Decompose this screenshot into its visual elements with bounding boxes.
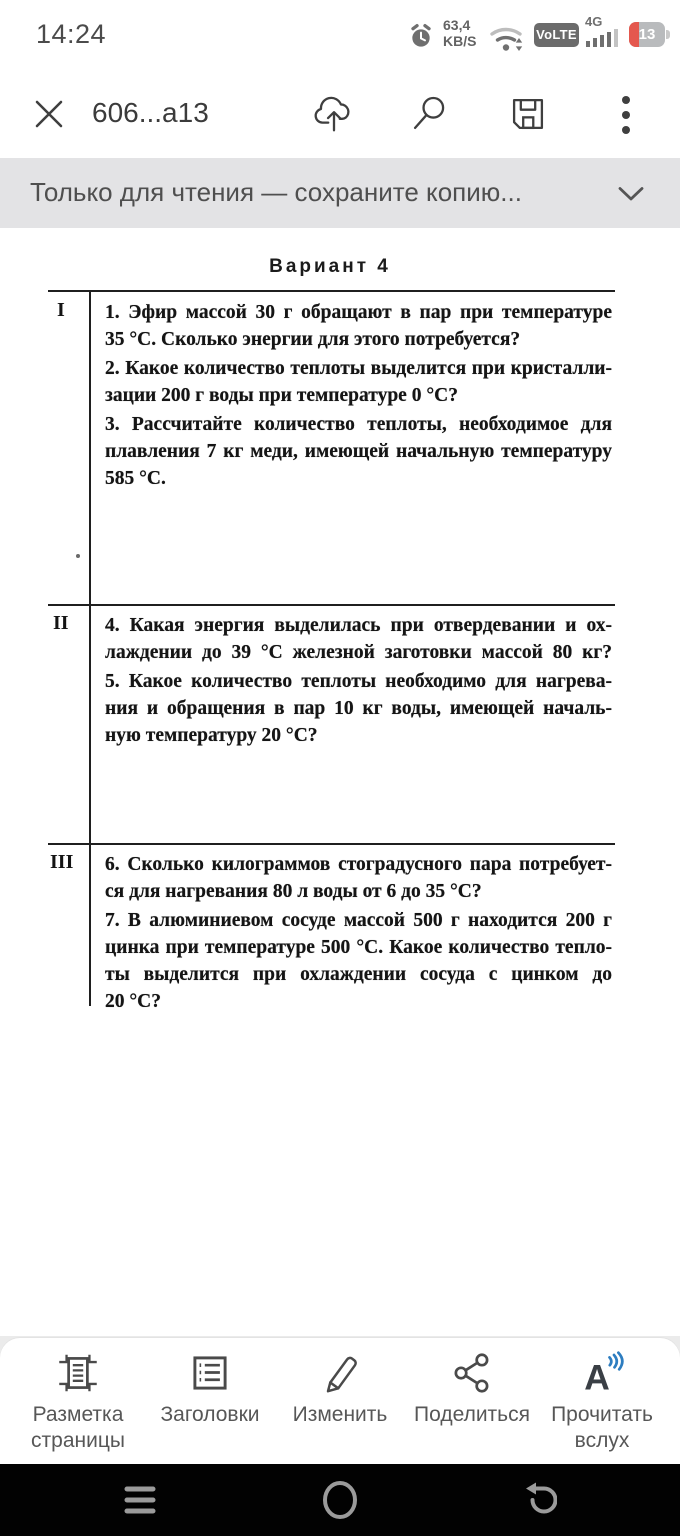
problem-line: 35 °C. Сколько энергии для этого потребуется? bbox=[105, 329, 521, 350]
readonly-banner-text: Только для чтения — сохраните копию... bbox=[30, 177, 522, 207]
page-layout-button[interactable] bbox=[10, 1348, 146, 1454]
battery-percent: 13 bbox=[638, 26, 656, 43]
share-icon bbox=[447, 1348, 497, 1398]
readonly-banner[interactable] bbox=[0, 158, 680, 228]
page-layout-label: Разметка страницы bbox=[31, 1403, 125, 1452]
clock-time: 14:24 bbox=[36, 19, 107, 49]
home-icon[interactable] bbox=[320, 1480, 360, 1520]
section-numeral: II bbox=[53, 612, 69, 634]
problem-line: ную температуру 20 °C? bbox=[105, 725, 318, 746]
problem-line: ния и обращения в пар 10 кг воды, имеющей началь- bbox=[105, 698, 612, 719]
svg-text:A: A bbox=[584, 1357, 610, 1398]
wifi-icon bbox=[488, 21, 530, 53]
table-border-top bbox=[48, 290, 615, 292]
edit-label: Изменить bbox=[292, 1403, 388, 1426]
battery-icon bbox=[629, 22, 672, 47]
problem-line: лаждении до 39 °C железной заготовки массой 80 кг? bbox=[105, 642, 612, 663]
worksheet-title: Вариант 4 bbox=[269, 256, 391, 277]
share-label: Поделиться bbox=[414, 1403, 530, 1426]
back-icon[interactable] bbox=[517, 1480, 557, 1520]
scan-speck bbox=[76, 554, 80, 558]
signal-bars-icon bbox=[586, 29, 626, 47]
section-numeral: I bbox=[57, 299, 65, 321]
table-divider-2 bbox=[48, 843, 615, 845]
read-aloud-label: Прочитать вслух bbox=[551, 1403, 653, 1452]
volte-badge: VoLTE bbox=[534, 23, 579, 47]
network-speed bbox=[443, 17, 476, 49]
edit-icon bbox=[315, 1348, 365, 1398]
problem-line: 20 °C? bbox=[105, 991, 162, 1012]
problem-line: цинка при температуре 500 °C. Какое количество тепло- bbox=[105, 937, 612, 958]
bottom-toolbar bbox=[0, 1338, 680, 1464]
table-divider-1 bbox=[48, 604, 615, 606]
problem-1 bbox=[105, 299, 612, 353]
problem-line: 6. Сколько килограммов стоградусного пара потребует- bbox=[105, 854, 612, 875]
read-aloud-icon bbox=[577, 1348, 627, 1398]
status-bar bbox=[0, 0, 680, 70]
problem-line: 4. Какая энергия выделилась при отвердевании и ох- bbox=[105, 615, 612, 636]
problem-line: 1. Эфир массой 30 г обращают в пар при температуре bbox=[105, 302, 612, 323]
problem-line: 5. Какое количество теплоты необходимо для нагрева- bbox=[105, 671, 612, 692]
search-icon[interactable] bbox=[406, 91, 452, 137]
problem-line: ты выделится при охлаждении сосуда с цинком до bbox=[105, 964, 612, 985]
network-speed-unit: KB/S bbox=[443, 33, 477, 49]
network-speed-value: 63,4 bbox=[443, 17, 471, 33]
problem-line: зации 200 г воды при температуре 0 °C? bbox=[105, 385, 458, 406]
problem-7 bbox=[105, 907, 612, 1015]
headings-icon bbox=[185, 1348, 235, 1398]
document-page[interactable] bbox=[0, 228, 680, 1338]
problem-6 bbox=[105, 851, 612, 905]
share-button[interactable] bbox=[404, 1348, 540, 1428]
problem-line: 2. Какое количество теплоты выделится при кристалли- bbox=[105, 358, 612, 379]
headings-button[interactable] bbox=[142, 1348, 278, 1428]
headings-label: Заголовки bbox=[160, 1403, 260, 1426]
android-nav-bar bbox=[0, 1464, 680, 1536]
problem-4 bbox=[105, 612, 612, 666]
problem-2 bbox=[105, 355, 612, 409]
chevron-down-icon[interactable] bbox=[616, 185, 646, 203]
problem-line: плавления 7 кг меди, имеющей начальную температуру bbox=[105, 441, 612, 462]
battery-nub bbox=[666, 30, 670, 39]
problem-line: 7. В алюминиевом сосуде массой 500 г находится 200 г bbox=[105, 910, 612, 931]
cloud-upload-icon[interactable] bbox=[311, 91, 357, 137]
app-toolbar bbox=[0, 70, 680, 158]
close-icon[interactable] bbox=[31, 96, 67, 132]
alarm-icon bbox=[405, 20, 437, 52]
save-icon[interactable] bbox=[505, 91, 551, 137]
recents-icon[interactable] bbox=[123, 1480, 163, 1520]
overflow-menu-icon[interactable] bbox=[618, 94, 634, 138]
problem-line: 585 °C. bbox=[105, 468, 166, 489]
network-type-label: 4G bbox=[585, 14, 603, 29]
page-layout-icon bbox=[53, 1348, 103, 1398]
problem-3 bbox=[105, 411, 612, 492]
problem-line: 3. Рассчитайте количество теплоты, необходимое для bbox=[105, 414, 612, 435]
read-aloud-button[interactable] bbox=[534, 1348, 670, 1454]
edit-button[interactable] bbox=[272, 1348, 408, 1428]
table-border-vertical bbox=[89, 290, 91, 1006]
document-title[interactable]: 606...a13 bbox=[92, 97, 209, 128]
problem-5 bbox=[105, 668, 612, 749]
section-numeral: III bbox=[50, 851, 74, 873]
problem-line: ся для нагревания 80 л воды от 6 до 35 °C? bbox=[105, 881, 482, 902]
